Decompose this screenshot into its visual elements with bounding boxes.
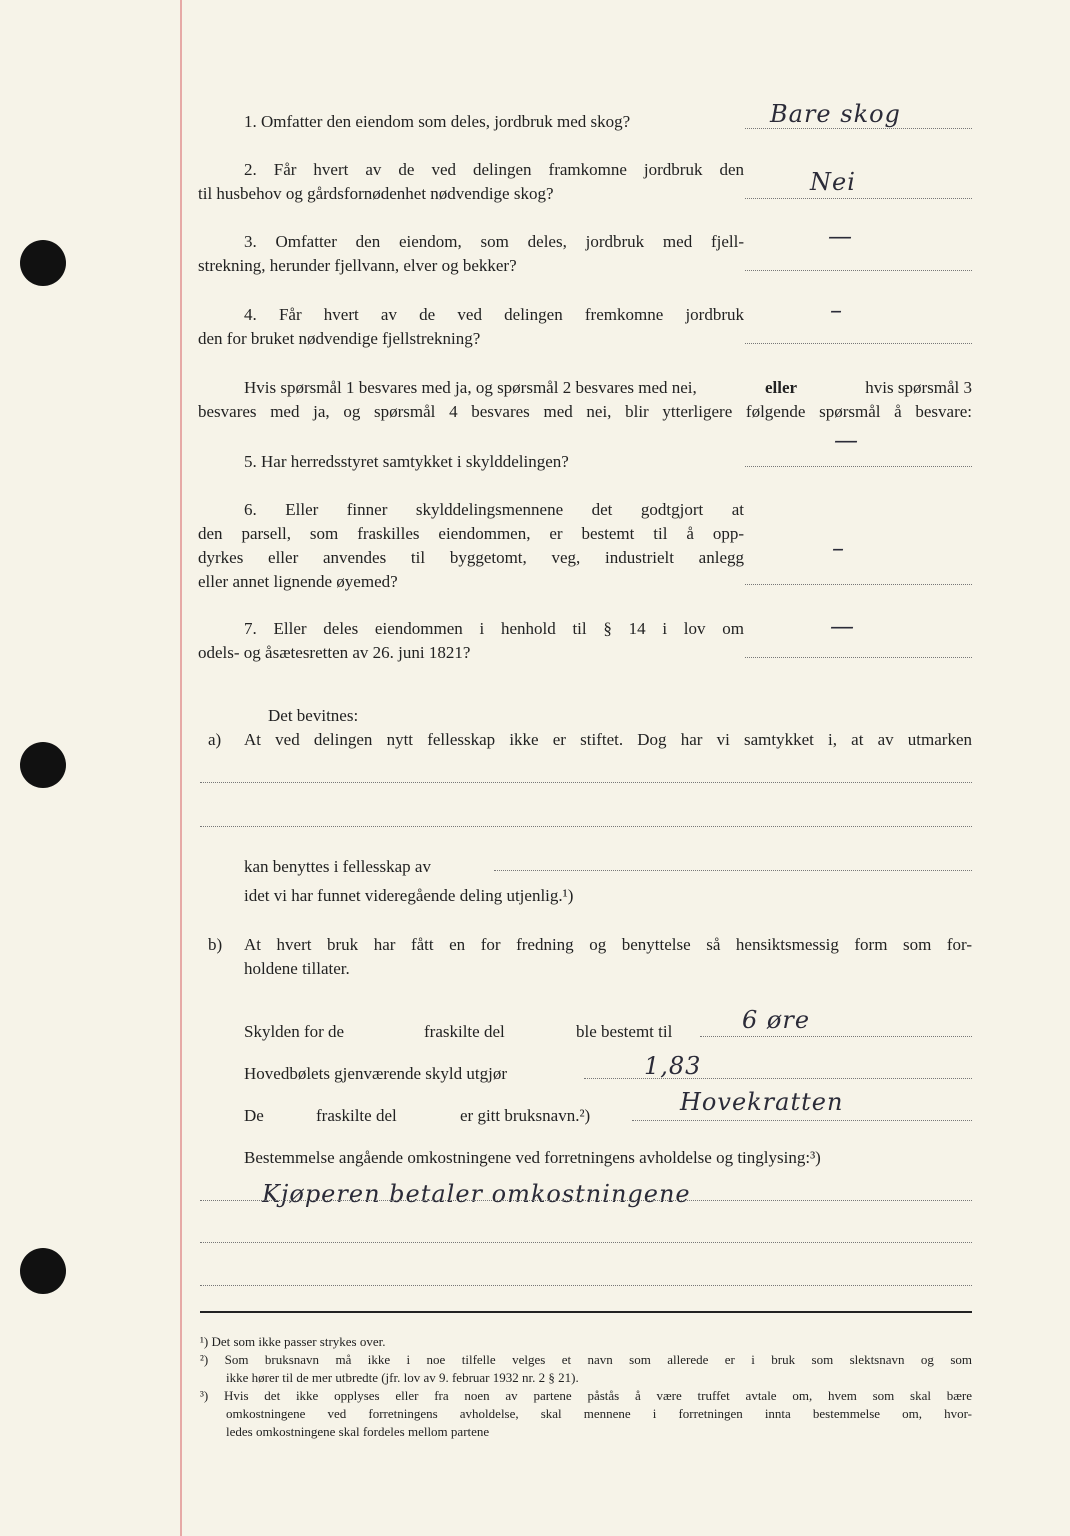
shared-use-label: kan benyttes i fellesskap av [244, 857, 431, 876]
question-4-line-1: 4. Får hvert av de ved delingen fremkomne jordbruk [244, 305, 744, 324]
skyld-line [700, 1036, 972, 1037]
question-4-line-2: den for bruket nødvendige fjellstrekning? [198, 329, 481, 348]
skyld-label-3: ble bestemt til [576, 1022, 673, 1041]
item-a-text: At ved delingen nytt fellesskap ikke er stiftet. Dog har vi samtykket i, at av utmarken [244, 730, 972, 749]
footnote-1: ¹) Det som ikke passer strykes over. [200, 1334, 386, 1349]
shared-use-line [494, 870, 972, 871]
footnote-3-line-3: ledes omkostningene skal fordeles mellom partene [226, 1424, 490, 1439]
omkostning-line-2 [200, 1242, 972, 1243]
item-b-line-2: holdene tillater. [244, 959, 350, 978]
omkostning-line-1 [200, 1200, 972, 1201]
punch-hole-top [20, 240, 66, 286]
question-3-line-2: strekning, herunder fjellvann, elver og bekker? [198, 256, 517, 275]
question-6-answer: – [832, 534, 845, 562]
reason-text: idet vi har funnet videregående deling utjenlig.¹) [244, 886, 574, 905]
question-3-line-1: 3. Omfatter den eiendom, som deles, jordbruk med fjell- [244, 232, 744, 251]
omkostning-value: Kjøperen betaler omkostningene [262, 1180, 691, 1208]
question-2-line-2: til husbehov og gårdsfornødenhet nødvendige skog? [198, 184, 554, 203]
question-6-line-4: eller annet lignende øyemed? [198, 572, 398, 591]
bruksnavn-label-2: fraskilte del [316, 1106, 397, 1125]
item-b-line-1: At hvert bruk har fått en for fredning og benyttelse så hensiktsmessig form som for- [244, 935, 972, 954]
question-5-answer: — [834, 426, 859, 454]
hovedbol-value: 1,83 [644, 1052, 702, 1080]
question-5-answer-line [745, 466, 972, 467]
question-2-answer: Nei [810, 168, 856, 196]
bruksnavn-line [632, 1120, 972, 1121]
bruksnavn-label-3: er gitt bruksnavn.²) [460, 1106, 591, 1125]
question-6-answer-line [745, 584, 972, 585]
item-a-label: a) [208, 730, 222, 749]
question-3-answer: — [828, 222, 853, 250]
bevitnes-heading: Det bevitnes: [268, 706, 359, 725]
bruksnavn-label-1: De [244, 1106, 264, 1125]
question-1-text: 1. Omfatter den eiendom som deles, jordbruk med skog? [244, 112, 631, 131]
question-7-line-1: 7. Eller deles eiendommen i henhold til § 14 i lov om [244, 619, 744, 638]
item-a-fill-line-1 [200, 782, 972, 783]
footnote-2-line-2: ikke hører til de mer utbredte (jfr. lov av 9. februar 1932 nr. 2 § 21). [226, 1370, 579, 1385]
question-6-line-2: den parsell, som fraskilles eiendommen, er bestemt til å opp- [198, 524, 744, 543]
hovedbol-label: Hovedbølets gjenværende skyld utgjør [244, 1064, 507, 1083]
hovedbol-line [584, 1078, 972, 1079]
bruksnavn-value: Hovekratten [680, 1088, 844, 1116]
punch-hole-bottom [20, 1248, 66, 1294]
omkostning-line-3 [200, 1285, 972, 1286]
question-7-line-2: odels- og åsætesretten av 26. juni 1821? [198, 643, 471, 662]
instruction-line-2: besvares med ja, og spørsmål 4 besvares med nei, blir ytterligere følgende spørsmål å besvare: [198, 402, 972, 421]
footnote-2-line-1: ²) Som bruksnavn må ikke i noe tilfelle velges et navn som allerede er i bruk som slektsnavn og som [200, 1352, 972, 1367]
footnote-rule [200, 1311, 972, 1313]
question-6-line-3: dyrkes eller anvendes til byggetomt, veg, industrielt anlegg [198, 548, 744, 567]
question-5-text: 5. Har herredsstyret samtykket i skylddelingen? [244, 452, 569, 471]
question-3-answer-line [745, 270, 972, 271]
skyld-label-2: fraskilte del [424, 1022, 505, 1041]
skyld-label-1: Skylden for de [244, 1022, 345, 1041]
question-4-answer: – [830, 296, 843, 324]
instruction-line-1: Hvis spørsmål 1 besvares med ja, og spørsmål 2 besvares med nei, eller hvis spørsmål 3 [244, 378, 972, 397]
question-1-answer: Bare skog [770, 100, 901, 128]
question-6-line-1: 6. Eller finner skylddelingsmennene det godtgjort at [244, 500, 744, 519]
question-1-answer-line [745, 128, 972, 129]
omkostning-label: Bestemmelse angående omkostningene ved forretningens avholdelse og tinglysing:³) [244, 1148, 821, 1167]
footnote-3-line-1: ³) Hvis det ikke opplyses eller fra noen av partene påstås å være truffet avtale om, hvem som skal bære [200, 1388, 972, 1403]
item-b-label: b) [208, 935, 223, 954]
question-2-line-1: 2. Får hvert av de ved delingen framkomne jordbruk den [244, 160, 744, 179]
skyld-value: 6 øre [742, 1006, 811, 1034]
margin-line [180, 0, 182, 1536]
question-4-answer-line [745, 343, 972, 344]
footnote-3-line-2: omkostningene ved forretningens avholdelse, skal mennene i forretningen innta bestemmelse om, hvor- [226, 1406, 972, 1421]
question-2-answer-line [745, 198, 972, 199]
item-a-fill-line-2 [200, 826, 972, 827]
question-7-answer: — [830, 612, 855, 640]
question-7-answer-line [745, 657, 972, 658]
punch-hole-middle [20, 742, 66, 788]
